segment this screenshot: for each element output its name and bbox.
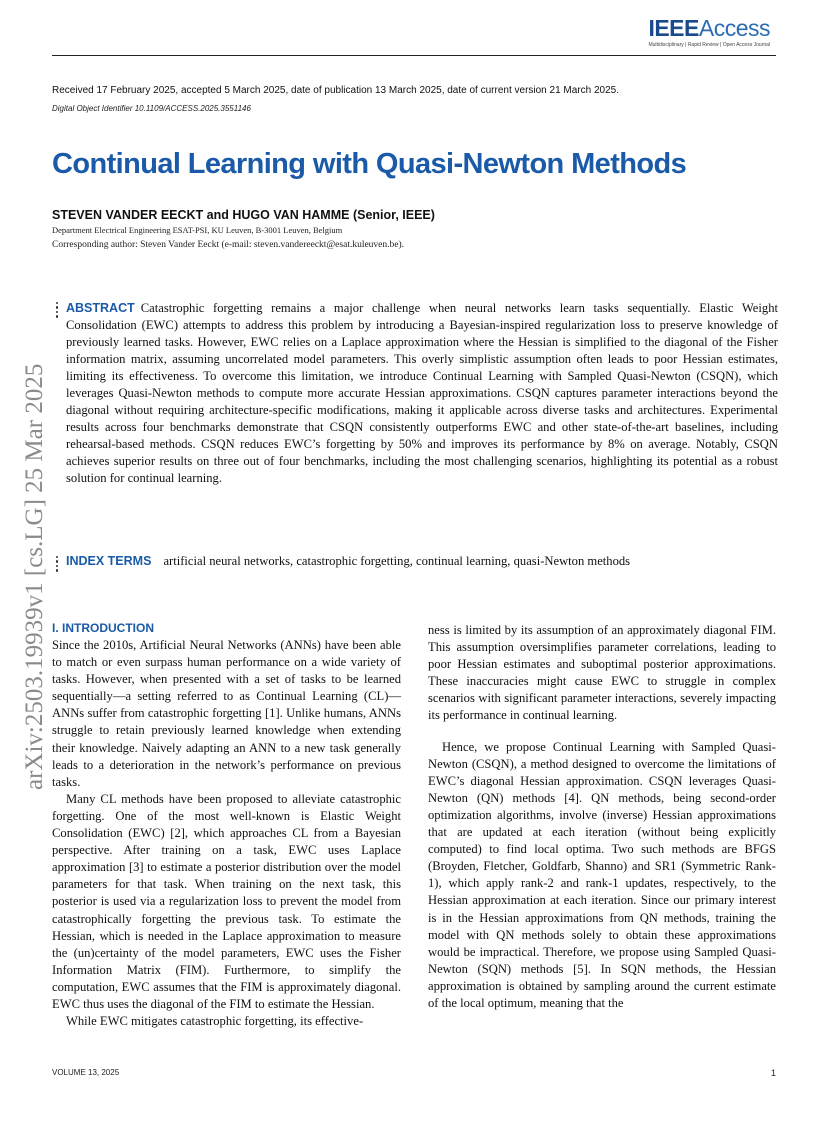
abstract-marker (54, 302, 62, 320)
index-terms-text: artificial neural networks, catastrophic forgetting, continual learning, quasi-Newton methods (163, 554, 631, 568)
logo-access: Access (698, 15, 770, 41)
arxiv-stamp[interactable]: arXiv:2503.19939v1 [cs.LG] 25 Mar 2025 (21, 363, 48, 790)
intro-paragraph-4: Hence, we propose Continual Learning with Sampled Quasi-Newton (CSQN), a method designed to overcome the limitations of EWC’s diagonal Hessian approximation. CSQN leverages Quasi-Newton (QN) methods [4]. QN methods, being second-order optimization algorithms, involve (inverse) Hessian approximations that are updated at each iteration (without being explicitly computed) to find local optima. Two such methods are BFGS (Broyden, Fletcher, Goldfarb, Shanno) and SR1 (Symmetric Rank-1), which apply rank-2 and rank-1 updates, respectively, to the Hessian approximation at each iteration. Since our primary interest is in the Hessian approximations from QN methods, training the model with QN methods solely to obtain these approximations would be impractical. Therefore, we propose using Sampled Quasi-Newton (SQN) methods [5]. In SQN methods, the Hessian approximation is obtained by sampling around the current estimate of the local optimum, meaning that the (428, 739, 776, 1010)
intro-paragraph-2: Many CL methods have been proposed to alleviate catastrophic forgetting. One of the most well-known is Elastic Weight Consolidation (EWC) [2], which approaches CL from a Bayesian perspective. After training on a task, EWC uses Laplace approximation [3] to estimate a posterior distribution over the model parameters for that task. When training on the next task, this posterior is used via a regularization loss to prevent the model from catastrophically forgetting the previous task. To estimate the Hessian, which is needed in the Laplace approximation to measure the (un)certainty of the model parameters, EWC uses the Fisher Information Matrix (FIM). Furthermore, to simplify the computation, EWC assumes that the FIM is approximately diagonal. EWC thus uses the diagonal of the FIM to estimate the Hessian. (52, 791, 401, 1011)
abstract-text: Catastrophic forgetting remains a major challenge when neural networks learn tasks sequentially. Elastic Weight Consolidation (EWC) attempts to address this problem by introducing a Bayesian-inspired regularization loss to preserve knowledge of previously learned tasks. However, EWC relies on a Laplace approximation where the Hessian is simplified to the diagonal of the Fisher information matrix, assuming uncorrelated model parameters. This overly simplistic assumption often leads to poor Hessian estimates, limiting its effectiveness. To overcome this limitation, we introduce Continual Learning with Sampled Quasi-Newton (CSQN), which leverages Quasi-Newton methods to compute more accurate Hessian approximations. CSQN captures parameter interactions beyond the diagonal without requiring architecture-specific modifications, making it applicable across diverse tasks and architectures. Experimental results across four benchmarks demonstrate that CSQN consistently outperforms EWC and other state-of-the-art baselines, including rehearsal-based methods. CSQN reduces EWC’s forgetting by 50% and improves its performance by 8% on average. Notably, CSQN achieves superior results on three out of four benchmarks, including the most challenging scenarios, highlighting its potential as a robust solution for continual learning. (66, 301, 778, 485)
corresponding-author: Corresponding author: Steven Vander Eeckt (e-mail: steven.vandereeckt@esat.kuleuven.be). (52, 240, 405, 250)
page-number: 1 (770, 1068, 776, 1078)
journal-logo (648, 16, 770, 48)
affiliation: Department Electrical Engineering ESAT-PSI, KU Leuven, B-3001 Leuven, Belgium (52, 225, 343, 235)
column-right (428, 622, 776, 1012)
abstract-label: ABSTRACT (66, 301, 135, 315)
intro-paragraph-3: While EWC mitigates catastrophic forgetting, its effective- (66, 1014, 364, 1029)
logo-tagline: Multidisciplinary | Rapid Review | Open Access Journal (648, 42, 770, 48)
index-terms (66, 553, 778, 570)
section-heading-introduction: I. INTRODUCTION (52, 621, 154, 635)
index-terms-marker (54, 556, 62, 574)
footer-volume: VOLUME 13, 2025 (52, 1068, 120, 1077)
column-left (52, 620, 401, 1030)
received-dates: Received 17 February 2025, accepted 5 March 2025, date of publication 13 March 2025, date of current version 21 March 2025. (52, 85, 620, 96)
authors: STEVEN VANDER EECKT and HUGO VAN HAMME (Senior, IEEE) (52, 208, 435, 222)
paper-title: Continual Learning with Quasi-Newton Methods (52, 148, 687, 180)
index-terms-label: INDEX TERMS (66, 554, 152, 568)
intro-paragraph-1: Since the 2010s, Artificial Neural Networks (ANNs) have been able to match or even surpass human performance on a wide variety of tasks. However, when presented with a set of tasks to be learned sequentially—a setting referred to as Continual Learning (CL)—ANNs suffer from catastrophic forgetting [1]. Unlike humans, ANNs struggle to retain previously learned knowledge when extending their knowledge. Naively adapting an ANN to a new task generally leads to a deterioration in the network’s performance on previous tasks. (52, 638, 401, 789)
header-rule (52, 55, 776, 56)
logo-ieee: IEEE (648, 15, 699, 41)
abstract (66, 300, 778, 487)
doi[interactable]: Digital Object Identifier 10.1109/ACCESS.2025.3551146 (52, 104, 251, 113)
intro-paragraph-3-continued: ness is limited by its assumption of an approximately diagonal FIM. This assumption oversimplifies parameter correlations, leading to poor Hessian estimates and suboptimal posterior approximations. These inaccuracies might cause EWC to struggle in complex scenarios with significant parameter interactions, severely impacting its performance in continual learning. (428, 623, 776, 723)
